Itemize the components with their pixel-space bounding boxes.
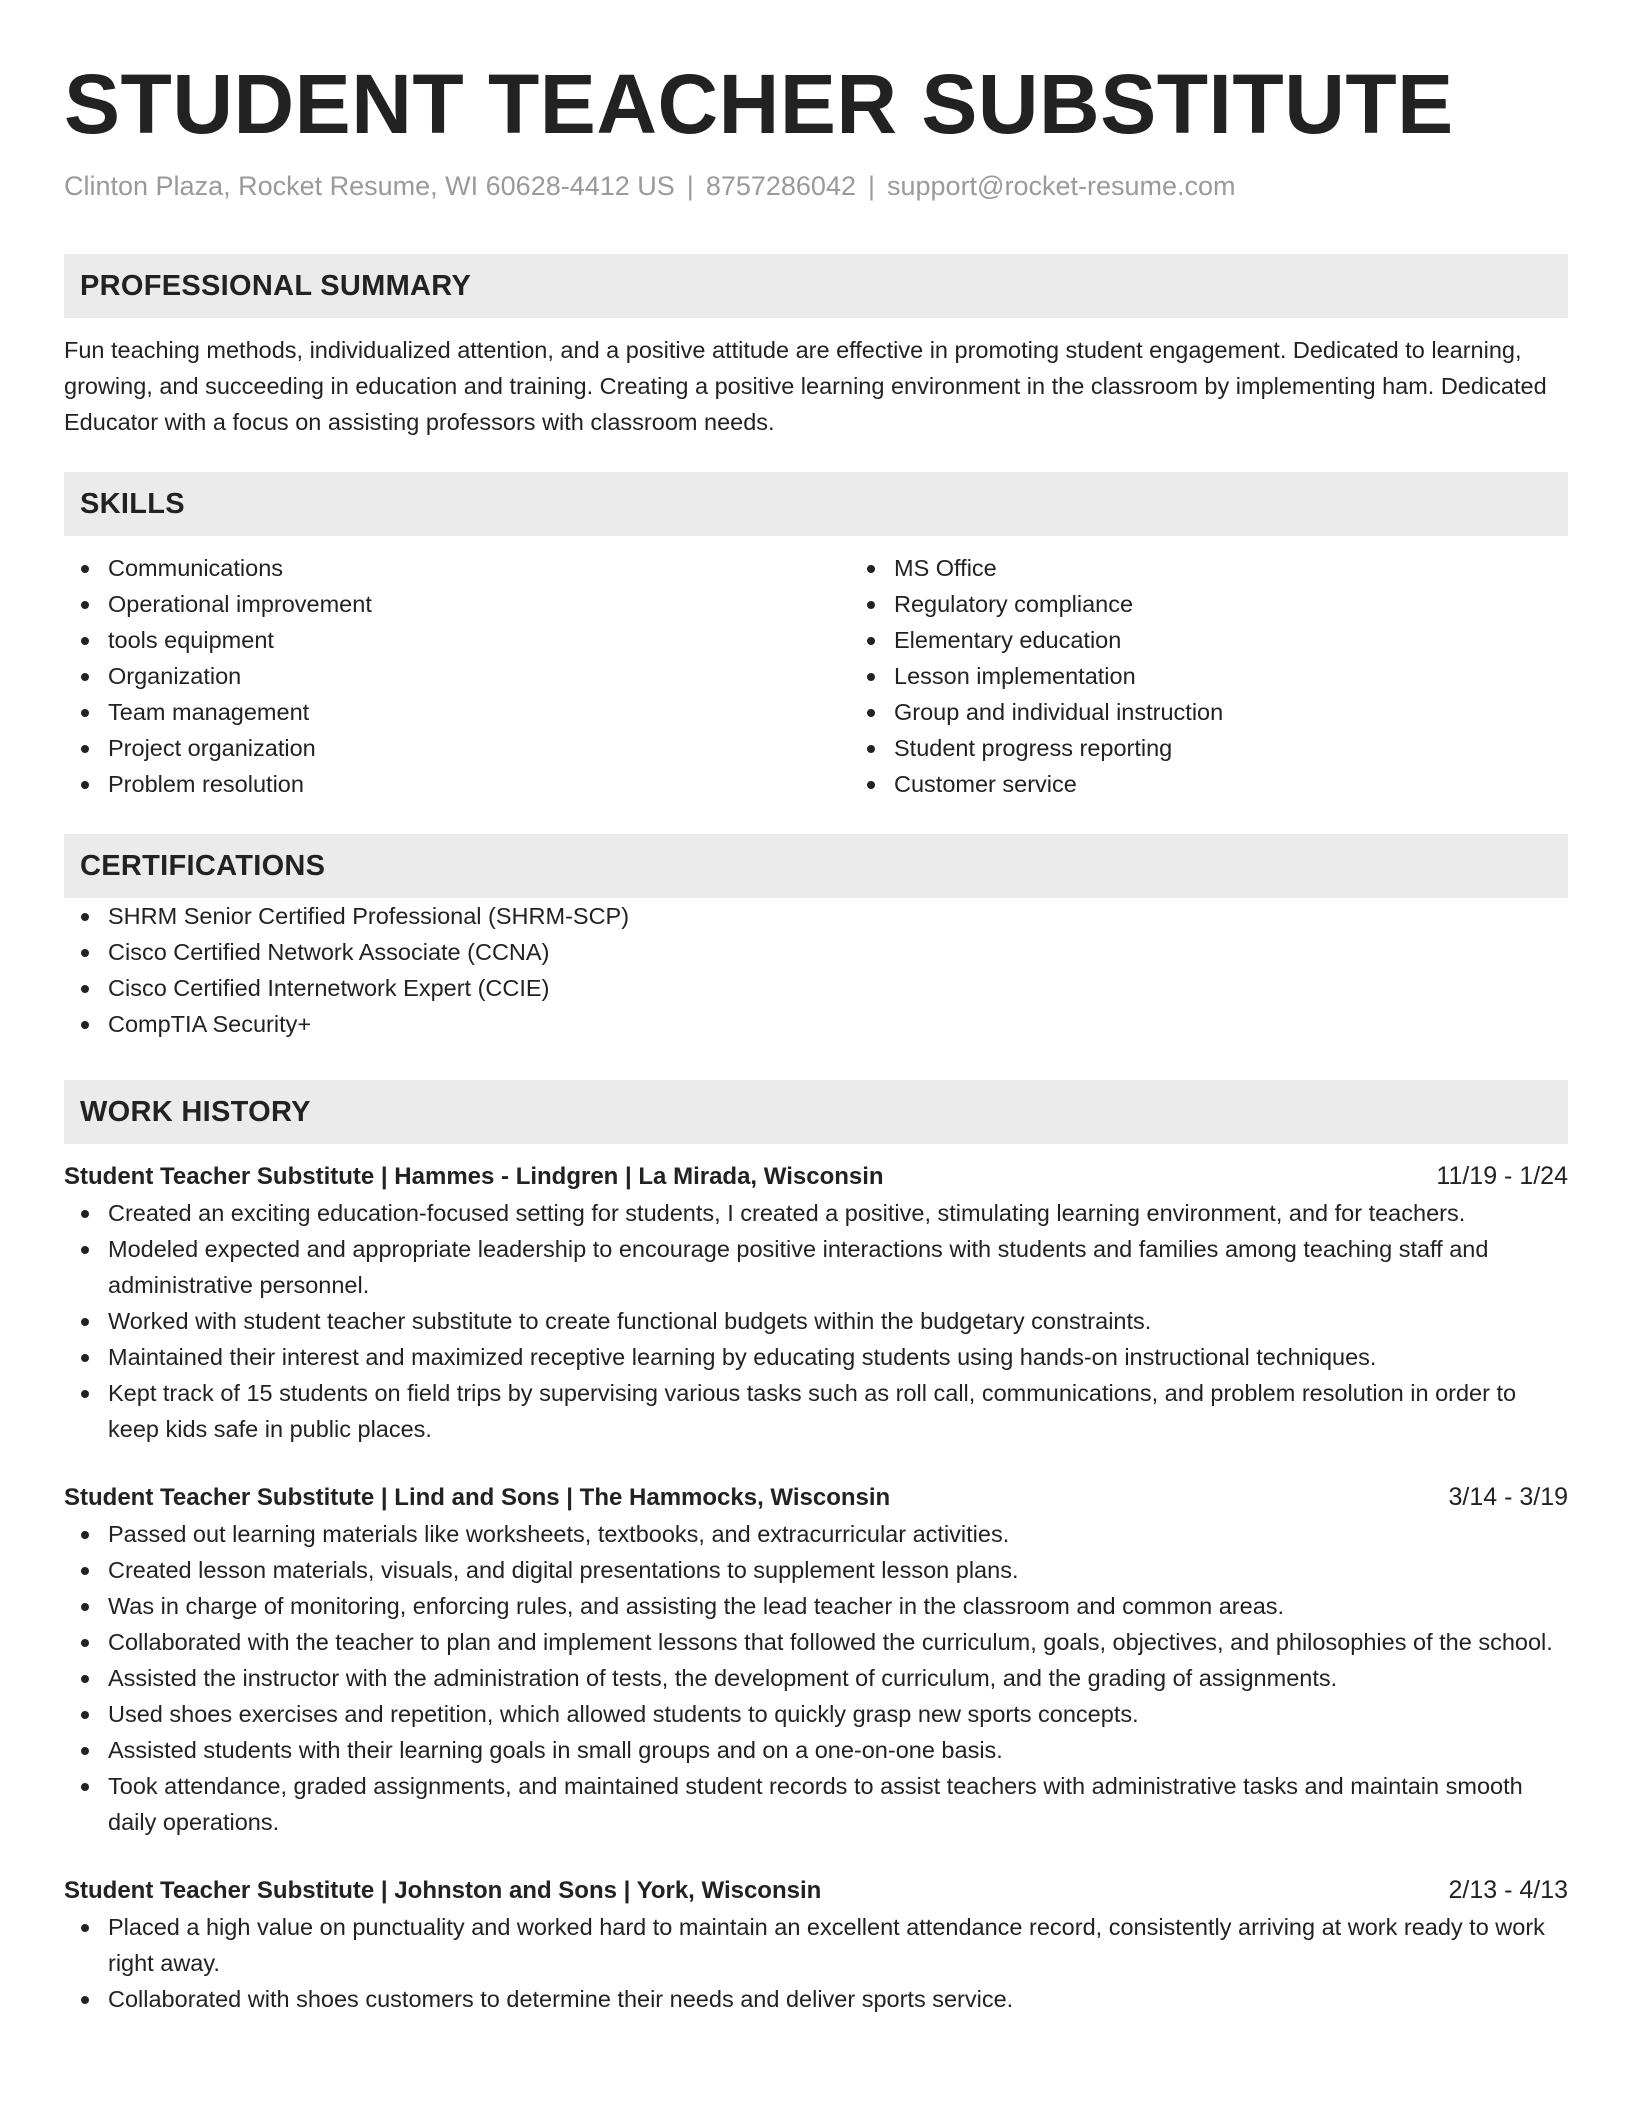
job-duty-item: Assisted the instructor with the administration of tests, the development of curriculum, and the grading of assignments.: [108, 1660, 1568, 1696]
skills-column-right: [850, 550, 1632, 802]
job-duty-item: Placed a high value on punctuality and worked hard to maintain an excellent attendance record, consistently arriving at work ready to work right away.: [108, 1909, 1568, 1981]
job-title: Student Teacher Substitute | Hammes - Lindgren | La Mirada, Wisconsin: [64, 1163, 884, 1190]
section-heading-certifications: CERTIFICATIONS: [64, 834, 1568, 898]
job-duties-list: [64, 1195, 1568, 1447]
section-heading-summary: PROFESSIONAL SUMMARY: [64, 254, 1568, 318]
section-heading-skills: SKILLS: [64, 472, 1568, 536]
resume-name: STUDENT TEACHER SUBSTITUTE: [64, 57, 1454, 151]
section-heading-work-history: WORK HISTORY: [64, 1080, 1568, 1144]
job-duty-item: Worked with student teacher substitute to create functional budgets within the budgetary constraints.: [108, 1303, 1568, 1339]
job-header: [64, 1479, 1568, 1516]
skill-item: Operational improvement: [108, 586, 850, 622]
job-duty-item: Used shoes exercises and repetition, which allowed students to quickly grasp new sports concepts.: [108, 1696, 1568, 1732]
job-entry: [64, 1479, 1568, 1840]
summary-text: Fun teaching methods, individualized attention, and a positive attitude are effective in promoting student engagement. Dedicated to learning, growing, and succeeding in education and training. Creating a positive learning environment in the classroom by implementing ham. Dedicated Educator with a focus on assisting professors with classroom needs.: [64, 337, 1547, 435]
certification-item: Cisco Certified Internetwork Expert (CCIE): [108, 970, 1568, 1006]
skill-item: Communications: [108, 550, 850, 586]
job-duties-list: [64, 1909, 1568, 2017]
certifications-list: [64, 898, 1568, 1042]
certification-item: CompTIA Security+: [108, 1006, 1568, 1042]
job-duty-item: Modeled expected and appropriate leadership to encourage positive interactions with students and families among teaching staff and administrative personnel.: [108, 1231, 1568, 1303]
skill-item: Problem resolution: [108, 766, 850, 802]
job-duty-item: Was in charge of monitoring, enforcing rules, and assisting the lead teacher in the classroom and common areas.: [108, 1588, 1568, 1624]
job-dates: 11/19 - 1/24: [1436, 1162, 1568, 1190]
skill-item: Lesson implementation: [894, 658, 1632, 694]
skill-item: Customer service: [894, 766, 1632, 802]
certification-item: SHRM Senior Certified Professional (SHRM-SCP): [108, 898, 1568, 934]
skill-item: Elementary education: [894, 622, 1632, 658]
skill-item: Regulatory compliance: [894, 586, 1632, 622]
skill-item: Organization: [108, 658, 850, 694]
skill-item: Project organization: [108, 730, 850, 766]
job-duty-item: Created an exciting education-focused setting for students, I created a positive, stimulating learning environment, and for teachers.: [108, 1195, 1568, 1231]
contact-line: [64, 168, 1568, 204]
job-title: Student Teacher Substitute | Lind and Sons | The Hammocks, Wisconsin: [64, 1484, 891, 1511]
skill-item: MS Office: [894, 550, 1632, 586]
contact-separator: |: [867, 171, 875, 201]
skill-item: Team management: [108, 694, 850, 730]
job-duty-item: Collaborated with the teacher to plan and implement lessons that followed the curriculum, goals, objectives, and philosophies of the school.: [108, 1624, 1568, 1660]
job-duty-item: Collaborated with shoes customers to determine their needs and deliver sports service.: [108, 1981, 1568, 2017]
skills-column-left: [64, 550, 850, 802]
contact-email: support@rocket-resume.com: [887, 171, 1236, 201]
contact-phone: 8757286042: [705, 171, 856, 201]
job-header: [64, 1158, 1568, 1195]
contact-separator: |: [686, 171, 694, 201]
skills-list: [64, 550, 1568, 802]
contact-address: Clinton Plaza, Rocket Resume, WI 60628-4412 US: [64, 171, 675, 201]
job-duty-item: Assisted students with their learning goals in small groups and on a one-on-one basis.: [108, 1732, 1568, 1768]
job-duty-item: Passed out learning materials like worksheets, textbooks, and extracurricular activities.: [108, 1516, 1568, 1552]
skill-item: Group and individual instruction: [894, 694, 1632, 730]
job-duty-item: Maintained their interest and maximized receptive learning by educating students using hands-on instructional techniques.: [108, 1339, 1568, 1375]
job-duty-item: Took attendance, graded assignments, and maintained student records to assist teachers with administrative tasks and maintain smooth daily operations.: [108, 1768, 1568, 1840]
skill-item: Student progress reporting: [894, 730, 1632, 766]
job-header: [64, 1872, 1568, 1909]
certification-item: Cisco Certified Network Associate (CCNA): [108, 934, 1568, 970]
skill-item: tools equipment: [108, 622, 850, 658]
job-title: Student Teacher Substitute | Johnston and Sons | York, Wisconsin: [64, 1877, 822, 1904]
job-dates: 2/13 - 4/13: [1448, 1876, 1568, 1904]
job-duty-item: Kept track of 15 students on field trips by supervising various tasks such as roll call, communications, and problem resolution in order to keep kids safe in public places.: [108, 1375, 1568, 1447]
job-dates: 3/14 - 3/19: [1448, 1483, 1568, 1511]
job-duty-item: Created lesson materials, visuals, and digital presentations to supplement lesson plans.: [108, 1552, 1568, 1588]
job-entry: [64, 1872, 1568, 2017]
job-duties-list: [64, 1516, 1568, 1840]
job-entry: [64, 1158, 1568, 1447]
